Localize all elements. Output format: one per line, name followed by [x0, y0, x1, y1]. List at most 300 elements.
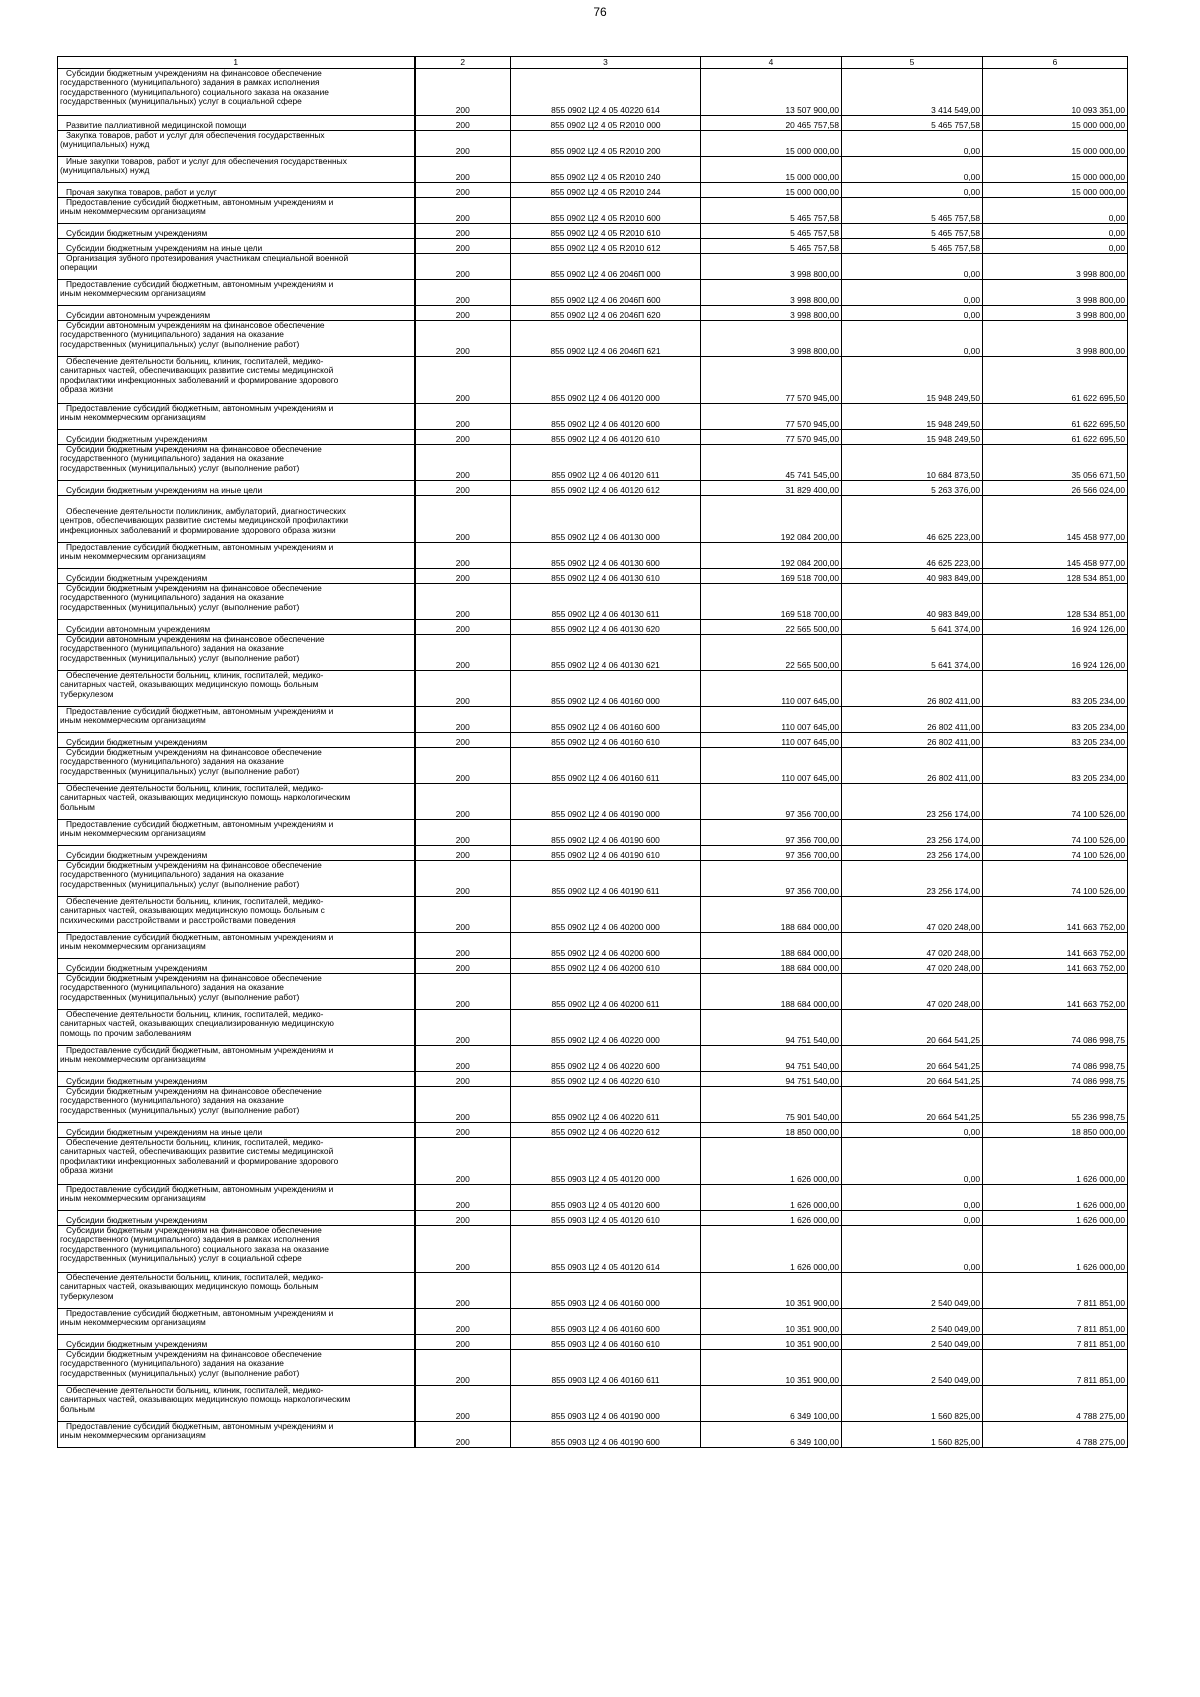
row-amount-6: 145 458 977,00: [983, 543, 1128, 569]
row-column-2: 200: [415, 280, 511, 306]
row-code: 855 0902 Ц2 4 06 40160 611: [511, 748, 701, 784]
row-code: 855 0902 Ц2 4 06 2046П 620: [511, 306, 701, 321]
description-line: государственного (муниципального) задания на оказание: [60, 756, 284, 767]
row-description: [58, 404, 415, 430]
row-column-2: 200: [415, 404, 511, 430]
description-line: государственного (муниципального) задания в рамках исполнения: [60, 77, 320, 88]
row-amount-4: 97 356 700,00: [701, 846, 842, 861]
row-description: [58, 481, 415, 496]
row-description: [58, 445, 415, 481]
table-row: [58, 635, 1128, 671]
description-line: государственных (муниципальных) услуг (выполнение работ): [60, 1104, 300, 1115]
row-column-2: 200: [415, 1087, 511, 1123]
row-amount-6: 74 100 526,00: [983, 861, 1128, 897]
row-column-2: 200: [415, 1226, 511, 1273]
table-row: [58, 224, 1128, 239]
column-header-6: 6: [983, 57, 1128, 69]
row-code: 855 0902 Ц2 4 06 40220 610: [511, 1072, 701, 1087]
row-column-2: 200: [415, 846, 511, 861]
row-amount-4: 5 465 757,58: [701, 239, 842, 254]
description-line: государственного (муниципального) социального заказа на оказание: [60, 1243, 329, 1254]
row-amount-5: 40 983 849,00: [842, 584, 983, 620]
row-code: 855 0903 Ц2 4 05 40120 610: [511, 1211, 701, 1226]
row-column-2: 200: [415, 733, 511, 748]
table-row: [58, 254, 1128, 280]
row-amount-5: 26 802 411,00: [842, 733, 983, 748]
description-line: Предоставление субсидий бюджетным, автономным учреждениям и: [66, 279, 334, 289]
row-amount-5: 0,00: [842, 1138, 983, 1185]
row-amount-4: 10 351 900,00: [701, 1309, 842, 1335]
row-code: 855 0902 Ц2 4 06 40120 610: [511, 430, 701, 445]
row-amount-4: 18 850 000,00: [701, 1123, 842, 1138]
row-code: 855 0902 Ц2 4 05 R2010 200: [511, 131, 701, 157]
row-amount-4: 6 349 100,00: [701, 1386, 842, 1422]
row-amount-5: 5 465 757,58: [842, 224, 983, 239]
row-column-2: 200: [415, 707, 511, 733]
row-code: 855 0903 Ц2 4 05 40120 000: [511, 1138, 701, 1185]
row-description: [58, 974, 415, 1010]
description-line: Предоставление субсидий бюджетным, автономным учреждениям и: [66, 542, 334, 552]
table-row: [58, 1226, 1128, 1273]
row-column-2: 200: [415, 198, 511, 224]
description-line: Субсидии бюджетным учреждениям: [66, 572, 208, 583]
row-amount-4: 169 518 700,00: [701, 569, 842, 584]
description-line: Обеспечение деятельности больниц, клиник, госпиталей, медико-: [66, 356, 324, 366]
column-header-1: 1: [58, 57, 415, 69]
description-line: Субсидии бюджетным учреждениям на финансовое обеспечение: [66, 583, 322, 593]
row-code: 855 0903 Ц2 4 06 40160 611: [511, 1350, 701, 1386]
row-description: [58, 198, 415, 224]
row-column-2: 200: [415, 1335, 511, 1350]
row-amount-5: 15 948 249,50: [842, 357, 983, 404]
row-amount-5: 47 020 248,00: [842, 933, 983, 959]
table-row: [58, 183, 1128, 198]
description-line: Субсидии бюджетным учреждениям на иные цели: [66, 1126, 263, 1137]
row-amount-5: 1 560 825,00: [842, 1422, 983, 1448]
row-column-2: 200: [415, 306, 511, 321]
table-row: [58, 1138, 1128, 1185]
description-line: больным: [60, 801, 95, 812]
row-amount-6: 128 534 851,00: [983, 584, 1128, 620]
row-column-2: 200: [415, 620, 511, 635]
description-line: (муниципальных) нужд: [60, 165, 150, 176]
row-description: [58, 254, 415, 280]
row-description: [58, 671, 415, 707]
row-amount-4: 188 684 000,00: [701, 959, 842, 974]
description-line: иным некоммерческим организациям: [60, 412, 206, 423]
description-line: санитарных частей, оказывающих медицинскую помощь наркологическим: [60, 1394, 351, 1405]
row-amount-6: 0,00: [983, 239, 1128, 254]
row-column-2: 200: [415, 1185, 511, 1211]
row-column-2: 200: [415, 357, 511, 404]
row-description: [58, 496, 415, 543]
table-row: [58, 157, 1128, 183]
row-code: 855 0902 Ц2 4 06 40130 600: [511, 543, 701, 569]
row-description: [58, 116, 415, 131]
table-row: [58, 430, 1128, 445]
row-amount-6: 0,00: [983, 224, 1128, 239]
row-amount-5: 0,00: [842, 280, 983, 306]
description-line: Субсидии бюджетным учреждениям на финансовое обеспечение: [66, 973, 322, 983]
description-line: иным некоммерческим организациям: [60, 551, 206, 562]
row-amount-6: 15 000 000,00: [983, 157, 1128, 183]
table-row: [58, 543, 1128, 569]
row-amount-6: 18 850 000,00: [983, 1123, 1128, 1138]
row-amount-5: 0,00: [842, 1226, 983, 1273]
row-column-2: 200: [415, 254, 511, 280]
row-amount-4: 169 518 700,00: [701, 584, 842, 620]
row-amount-5: 20 664 541,25: [842, 1072, 983, 1087]
description-line: санитарных частей, оказывающих медицинскую помощь наркологическим: [60, 792, 351, 803]
row-amount-5: 5 465 757,58: [842, 116, 983, 131]
table-row: [58, 1046, 1128, 1072]
description-line: иным некоммерческим организациям: [60, 1317, 206, 1328]
row-amount-6: 16 924 126,00: [983, 620, 1128, 635]
row-code: 855 0902 Ц2 4 06 40130 000: [511, 496, 701, 543]
row-amount-6: 145 458 977,00: [983, 496, 1128, 543]
description-line: государственного (муниципального) задания на оказание: [60, 453, 284, 464]
row-column-2: 200: [415, 131, 511, 157]
row-description: [58, 1123, 415, 1138]
row-amount-5: 20 664 541,25: [842, 1087, 983, 1123]
row-amount-5: 40 983 849,00: [842, 569, 983, 584]
row-amount-4: 97 356 700,00: [701, 820, 842, 846]
table-row: [58, 748, 1128, 784]
table-row: [58, 733, 1128, 748]
row-amount-5: 46 625 223,00: [842, 496, 983, 543]
row-code: 855 0902 Ц2 4 05 R2010 240: [511, 157, 701, 183]
row-amount-4: 110 007 645,00: [701, 733, 842, 748]
row-description: [58, 157, 415, 183]
description-line: больным: [60, 1403, 95, 1414]
row-column-2: 200: [415, 933, 511, 959]
row-code: 855 0902 Ц2 4 06 40130 611: [511, 584, 701, 620]
description-line: государственного (муниципального) задания на оказание: [60, 1095, 284, 1106]
description-line: государственных (муниципальных) услуг (выполнение работ): [60, 1367, 300, 1378]
row-column-2: 200: [415, 748, 511, 784]
row-description: [58, 959, 415, 974]
row-amount-4: 45 741 545,00: [701, 445, 842, 481]
row-amount-4: 10 351 900,00: [701, 1273, 842, 1309]
row-amount-5: 3 414 549,00: [842, 69, 983, 116]
row-description: [58, 1422, 415, 1448]
description-line: Иные закупки товаров, работ и услуг для обеспечения государственных: [66, 156, 347, 166]
description-line: Обеспечение деятельности поликлиник, амбулаторий, диагностических: [66, 505, 346, 516]
table-row: [58, 933, 1128, 959]
row-amount-5: 47 020 248,00: [842, 959, 983, 974]
row-amount-6: 61 622 695,50: [983, 430, 1128, 445]
row-column-2: 200: [415, 569, 511, 584]
row-amount-6: 141 663 752,00: [983, 897, 1128, 933]
description-line: государственного (муниципального) задания на оказание: [60, 643, 284, 654]
table-row: [58, 445, 1128, 481]
description-line: иным некоммерческим организациям: [60, 206, 206, 217]
row-column-2: 200: [415, 183, 511, 198]
table-row: [58, 280, 1128, 306]
row-amount-5: 0,00: [842, 306, 983, 321]
row-description: [58, 1010, 415, 1046]
row-description: [58, 69, 415, 116]
row-code: 855 0902 Ц2 4 06 40220 611: [511, 1087, 701, 1123]
row-amount-5: 2 540 049,00: [842, 1273, 983, 1309]
table-row: [58, 784, 1128, 820]
row-column-2: 200: [415, 1386, 511, 1422]
description-line: государственных (муниципальных) услуг (выполнение работ): [60, 652, 300, 663]
column-header-2: 2: [415, 57, 511, 69]
row-column-2: 200: [415, 1123, 511, 1138]
row-code: 855 0903 Ц2 4 06 40160 610: [511, 1335, 701, 1350]
description-line: иным некоммерческим организациям: [60, 1054, 206, 1065]
table-row: [58, 496, 1128, 543]
description-line: Субсидии бюджетным учреждениям: [66, 962, 208, 973]
table-row: [58, 1273, 1128, 1309]
column-header-3: 3: [511, 57, 701, 69]
description-line: государственного (муниципального) задания на оказание: [60, 982, 284, 993]
row-amount-5: 26 802 411,00: [842, 671, 983, 707]
row-amount-6: 4 788 275,00: [983, 1422, 1128, 1448]
row-amount-4: 22 565 500,00: [701, 635, 842, 671]
row-amount-6: 61 622 695,50: [983, 357, 1128, 404]
row-code: 855 0902 Ц2 4 06 40130 620: [511, 620, 701, 635]
budget-table: [57, 56, 1128, 1448]
description-line: операции: [60, 262, 98, 273]
row-column-2: 200: [415, 69, 511, 116]
row-code: 855 0902 Ц2 4 06 40120 000: [511, 357, 701, 404]
row-amount-6: 3 998 800,00: [983, 321, 1128, 357]
row-amount-5: 20 664 541,25: [842, 1010, 983, 1046]
row-code: 855 0903 Ц2 4 05 40120 600: [511, 1185, 701, 1211]
description-line: Субсидии бюджетным учреждениям на финансовое обеспечение: [66, 1349, 322, 1359]
description-line: государственного (муниципального) задания на оказание: [60, 1358, 284, 1369]
description-line: санитарных частей, оказывающих медицинскую помощь больным: [60, 1281, 319, 1292]
row-amount-4: 1 626 000,00: [701, 1138, 842, 1185]
description-line: Субсидии автономным учреждениям на финансовое обеспечение: [66, 320, 325, 330]
row-amount-5: 5 263 376,00: [842, 481, 983, 496]
row-amount-6: 83 205 234,00: [983, 733, 1128, 748]
row-amount-5: 10 684 873,50: [842, 445, 983, 481]
row-amount-6: 0,00: [983, 198, 1128, 224]
description-line: Организация зубного протезирования участникам специальной военной: [66, 253, 349, 263]
row-amount-5: 2 540 049,00: [842, 1335, 983, 1350]
row-code: 855 0902 Ц2 4 06 2046П 000: [511, 254, 701, 280]
row-amount-5: 0,00: [842, 1123, 983, 1138]
table-row: [58, 404, 1128, 430]
table-row: [58, 584, 1128, 620]
row-amount-6: 61 622 695,50: [983, 404, 1128, 430]
row-amount-6: 10 093 351,00: [983, 69, 1128, 116]
row-description: [58, 1309, 415, 1335]
row-column-2: 200: [415, 820, 511, 846]
row-amount-5: 5 641 374,00: [842, 635, 983, 671]
row-amount-5: 0,00: [842, 321, 983, 357]
row-amount-6: 15 000 000,00: [983, 131, 1128, 157]
description-line: государственного (муниципального) задания на оказание: [60, 329, 284, 340]
table-row: [58, 620, 1128, 635]
row-code: 855 0902 Ц2 4 06 40200 611: [511, 974, 701, 1010]
description-line: Развитие паллиативной медицинской помощи: [66, 119, 247, 130]
description-line: иным некоммерческим организациям: [60, 1193, 206, 1204]
row-code: 855 0902 Ц2 4 05 R2010 610: [511, 224, 701, 239]
table-row: [58, 1309, 1128, 1335]
row-amount-6: 1 626 000,00: [983, 1185, 1128, 1211]
row-description: [58, 1273, 415, 1309]
description-line: Субсидии бюджетным учреждениям: [66, 227, 208, 238]
row-code: 855 0902 Ц2 4 06 40200 610: [511, 959, 701, 974]
description-line: Обеспечение деятельности больниц, клиник, госпиталей, медико-: [66, 783, 324, 793]
description-line: Прочая закупка товаров, работ и услуг: [66, 186, 217, 197]
row-amount-6: 141 663 752,00: [983, 974, 1128, 1010]
row-amount-6: 7 811 851,00: [983, 1273, 1128, 1309]
description-line: помощь по прочим заболеваниям: [60, 1027, 192, 1038]
row-amount-5: 2 540 049,00: [842, 1309, 983, 1335]
row-amount-6: 1 626 000,00: [983, 1226, 1128, 1273]
row-code: 855 0902 Ц2 4 05 R2010 000: [511, 116, 701, 131]
row-code: 855 0902 Ц2 4 06 40220 612: [511, 1123, 701, 1138]
description-line: государственных (муниципальных) услуг (выполнение работ): [60, 338, 300, 349]
row-description: [58, 784, 415, 820]
row-amount-5: 46 625 223,00: [842, 543, 983, 569]
row-description: [58, 569, 415, 584]
description-line: Субсидии бюджетным учреждениям: [66, 849, 208, 860]
row-column-2: 200: [415, 671, 511, 707]
description-line: Субсидии автономным учреждениям: [66, 309, 211, 320]
table-row: [58, 198, 1128, 224]
row-amount-5: 26 802 411,00: [842, 748, 983, 784]
row-amount-4: 10 351 900,00: [701, 1350, 842, 1386]
description-line: государственного (муниципального) задания на оказание: [60, 869, 284, 880]
row-amount-4: 192 084 200,00: [701, 496, 842, 543]
row-amount-4: 15 000 000,00: [701, 157, 842, 183]
table-row: [58, 820, 1128, 846]
description-line: иным некоммерческим организациям: [60, 828, 206, 839]
row-code: 855 0903 Ц2 4 05 40120 614: [511, 1226, 701, 1273]
table-row: [58, 131, 1128, 157]
table-row: [58, 974, 1128, 1010]
row-column-2: 200: [415, 1138, 511, 1185]
table-row: [58, 239, 1128, 254]
row-description: [58, 224, 415, 239]
description-line: Субсидии бюджетным учреждениям на иные цели: [66, 484, 263, 495]
row-amount-4: 77 570 945,00: [701, 430, 842, 445]
row-amount-4: 3 998 800,00: [701, 321, 842, 357]
row-column-2: 200: [415, 1273, 511, 1309]
row-code: 855 0902 Ц2 4 05 R2010 600: [511, 198, 701, 224]
row-amount-6: 128 534 851,00: [983, 569, 1128, 584]
description-line: Предоставление субсидий бюджетным, автономным учреждениям и: [66, 932, 334, 942]
row-amount-4: 94 751 540,00: [701, 1046, 842, 1072]
description-line: Субсидии бюджетным учреждениям: [66, 1075, 208, 1086]
row-column-2: 200: [415, 239, 511, 254]
row-amount-5: 5 465 757,58: [842, 198, 983, 224]
row-column-2: 200: [415, 1309, 511, 1335]
row-amount-5: 23 256 174,00: [842, 846, 983, 861]
description-line: иным некоммерческим организациям: [60, 715, 206, 726]
description-line: санитарных частей, оказывающих медицинскую помощь больным: [60, 679, 319, 690]
row-amount-6: 3 998 800,00: [983, 306, 1128, 321]
description-line: центров, обеспечивающих развитие системы медицинской профилактики: [60, 515, 349, 526]
row-column-2: 200: [415, 974, 511, 1010]
row-description: [58, 1211, 415, 1226]
row-column-2: 200: [415, 635, 511, 671]
page-number: 76: [593, 5, 607, 19]
description-line: государственных (муниципальных) услуг (выполнение работ): [60, 765, 300, 776]
description-line: государственных (муниципальных) услуг (выполнение работ): [60, 462, 300, 473]
row-code: 855 0902 Ц2 4 06 40160 000: [511, 671, 701, 707]
row-amount-4: 3 998 800,00: [701, 280, 842, 306]
row-column-2: 200: [415, 1350, 511, 1386]
row-code: 855 0902 Ц2 4 06 40130 610: [511, 569, 701, 584]
row-description: [58, 1087, 415, 1123]
row-amount-4: 110 007 645,00: [701, 748, 842, 784]
description-line: Обеспечение деятельности больниц, клиник, госпиталей, медико-: [66, 670, 324, 680]
description-line: образа жизни: [60, 1165, 113, 1176]
table-row: [58, 1386, 1128, 1422]
row-description: [58, 357, 415, 404]
table-row: [58, 69, 1128, 116]
row-amount-6: 141 663 752,00: [983, 959, 1128, 974]
row-code: 855 0902 Ц2 4 06 2046П 621: [511, 321, 701, 357]
row-amount-6: 74 100 526,00: [983, 784, 1128, 820]
row-code: 855 0903 Ц2 4 06 40160 600: [511, 1309, 701, 1335]
row-amount-4: 5 465 757,58: [701, 198, 842, 224]
row-description: [58, 1335, 415, 1350]
row-description: [58, 933, 415, 959]
row-column-2: 200: [415, 784, 511, 820]
table-row: [58, 846, 1128, 861]
column-header-4: 4: [701, 57, 842, 69]
row-amount-5: 47 020 248,00: [842, 897, 983, 933]
description-line: санитарных частей, оказывающих медицинскую помощь больным с: [60, 905, 325, 916]
row-amount-5: 0,00: [842, 131, 983, 157]
description-line: Предоставление субсидий бюджетным, автономным учреждениям и: [66, 1045, 334, 1055]
row-column-2: 200: [415, 445, 511, 481]
table-row: [58, 569, 1128, 584]
row-description: [58, 430, 415, 445]
row-description: [58, 131, 415, 157]
table-row: [58, 1422, 1128, 1448]
row-code: 855 0902 Ц2 4 06 40190 000: [511, 784, 701, 820]
row-amount-4: 15 000 000,00: [701, 131, 842, 157]
description-line: иным некоммерческим организациям: [60, 941, 206, 952]
row-column-2: 200: [415, 496, 511, 543]
description-line: Субсидии бюджетным учреждениям на иные цели: [66, 242, 263, 253]
row-description: [58, 543, 415, 569]
table-row: [58, 1123, 1128, 1138]
row-amount-4: 75 901 540,00: [701, 1087, 842, 1123]
row-amount-6: 16 924 126,00: [983, 635, 1128, 671]
row-amount-4: 94 751 540,00: [701, 1010, 842, 1046]
row-amount-4: 3 998 800,00: [701, 306, 842, 321]
row-column-2: 200: [415, 1010, 511, 1046]
row-description: [58, 733, 415, 748]
row-description: [58, 280, 415, 306]
row-column-2: 200: [415, 481, 511, 496]
table-row: [58, 1211, 1128, 1226]
row-amount-6: 83 205 234,00: [983, 707, 1128, 733]
row-code: 855 0902 Ц2 4 06 2046П 600: [511, 280, 701, 306]
column-header-5: 5: [842, 57, 983, 69]
row-code: 855 0902 Ц2 4 06 40190 600: [511, 820, 701, 846]
row-amount-6: 74 086 998,75: [983, 1046, 1128, 1072]
row-amount-4: 77 570 945,00: [701, 357, 842, 404]
table-row: [58, 1350, 1128, 1386]
description-line: иным некоммерческим организациям: [60, 288, 206, 299]
row-amount-5: 0,00: [842, 254, 983, 280]
row-amount-4: 15 000 000,00: [701, 183, 842, 198]
description-line: туберкулезом: [60, 688, 114, 699]
description-line: Обеспечение деятельности больниц, клиник, госпиталей, медико-: [66, 1385, 324, 1395]
row-description: [58, 306, 415, 321]
